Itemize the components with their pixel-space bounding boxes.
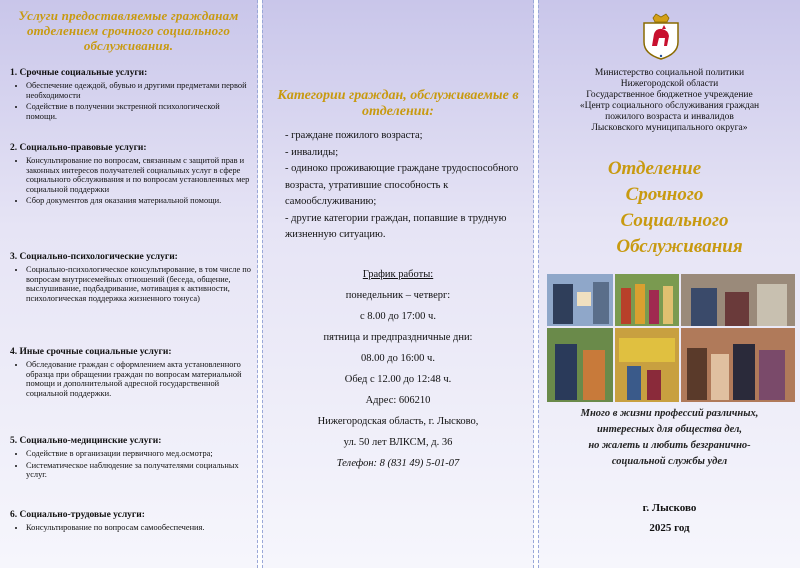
list-item: • Содействие в организации первичного мед.осмотра;	[26, 449, 251, 459]
list-item: • Содействие в получении экстренной психологической помощи.	[26, 102, 251, 121]
org-line: Нижегородской области	[620, 79, 719, 89]
section-heading: 4. Иные срочные социальные услуги:	[10, 347, 172, 357]
address-label: Адрес: 606210	[365, 395, 431, 406]
quote-line: социальной службы удел	[611, 456, 728, 467]
lunch-time: Обед с 12.00 до 12:48 ч.	[344, 374, 452, 385]
middle-panel	[262, 0, 534, 568]
section-heading: 2. Социально-правовые услуги:	[10, 143, 147, 153]
schedule-days-friday: пятница и предпраздничные дни:	[323, 332, 473, 343]
org-line: Государственное бюджетное учреждение	[586, 90, 753, 100]
category-item: - одиноко проживающие граждане трудоспособного возраста, утратившие способность к самообслуживанию;	[285, 163, 519, 207]
quote-block	[545, 406, 794, 470]
org-line: Лысковского муниципального округа»	[591, 123, 748, 133]
list-item: • Сбор документов для оказания материальной помощи.	[26, 196, 251, 206]
category-item: - инвалиды;	[285, 146, 339, 158]
quote-line: интересных для общества дел,	[596, 424, 743, 435]
quote-line: Много в жизни профессий различных,	[580, 408, 759, 419]
list-item: • Консультирование по вопросам, связанным с защитой прав и законных интересов получателей социальных услуг в сфере социального обслуживания и по вопросам установленных мер социальной поддержки	[26, 156, 251, 194]
list-item: • Консультирование по вопросам самообеспечения.	[26, 523, 251, 533]
category-item: - другие категории граждан, попавшие в трудную жизненную ситуацию.	[285, 212, 507, 240]
section-legal	[10, 143, 251, 208]
list-item: • Социально-психологическое консультирование, в том числе по вопросам внутрисемейных отношений (беседа, общение, выслушивание, подбадривание, мотивация к активности, психологическая поддержка жизненного тонуса)	[26, 265, 251, 303]
quote-line: но жалеть и любить безгранично-	[588, 440, 751, 451]
schedule-time-friday: 08.00 до 16:00 ч.	[361, 353, 435, 364]
list-item: • Обеспечение одеждой, обувью и другими предметами первой необходимости	[26, 81, 251, 100]
department-title	[539, 156, 800, 260]
city-year-block	[539, 498, 800, 538]
section-psychological	[10, 252, 251, 305]
section-heading: 1. Срочные социальные услуги:	[10, 68, 148, 78]
org-line: пожилого возраста и инвалидов	[605, 112, 734, 122]
schedule-days-weekdays: понедельник – четверг:	[345, 290, 451, 301]
section-medical	[10, 436, 251, 482]
category-item: - граждане пожилого возраста;	[285, 130, 423, 141]
dept-line: Обслуживания	[616, 236, 743, 257]
schedule-block	[263, 264, 533, 474]
list-item: • Обследование граждан с оформлением акта установленного образца при обращении граждан по вопросам материальной помощи и дополнительной адресной государственной социальной поддержки.	[26, 360, 251, 398]
address-line: Нижегородская область, г. Лысково,	[317, 416, 479, 427]
schedule-title: График работы:	[362, 269, 434, 280]
org-line: Министерство социальной политики	[594, 68, 745, 78]
section-heading: 5. Социально-медицинские услуги:	[10, 436, 162, 446]
year: 2025 год	[649, 522, 690, 534]
section-heading: 3. Социально-психологические услуги:	[10, 252, 178, 262]
categories-title: Категории граждан, обслуживаемые в отделении:	[277, 88, 519, 119]
dept-line: Социального	[620, 210, 729, 231]
dept-line: Отделение	[607, 158, 702, 179]
schedule-time-weekdays: с 8.00 до 17:00 ч.	[360, 311, 436, 322]
section-labor	[10, 510, 251, 535]
dept-line: Срочного	[625, 184, 704, 205]
org-line: «Центр социального обслуживания граждан	[579, 101, 760, 111]
address-line: ул. 50 лет ВЛКСМ, д. 36	[343, 437, 453, 448]
organization-block	[549, 68, 790, 134]
phone: Телефон: 8 (831 49) 5-01-07	[336, 458, 460, 469]
city: г. Лысково	[642, 502, 697, 514]
list-item: • Систематическое наблюдение за получателями социальных услуг.	[26, 461, 251, 480]
photo-collage	[547, 274, 795, 402]
coat-of-arms-icon	[640, 12, 682, 60]
right-panel	[538, 0, 800, 568]
services-title: Услуги предоставляемые гражданам отделением срочного социального обслуживания.	[18, 8, 239, 53]
left-panel	[0, 0, 258, 568]
section-heading: 6. Социально-трудовые услуги:	[10, 510, 145, 520]
section-urgent	[10, 68, 251, 123]
section-other	[10, 347, 251, 400]
categories-list	[285, 128, 519, 244]
